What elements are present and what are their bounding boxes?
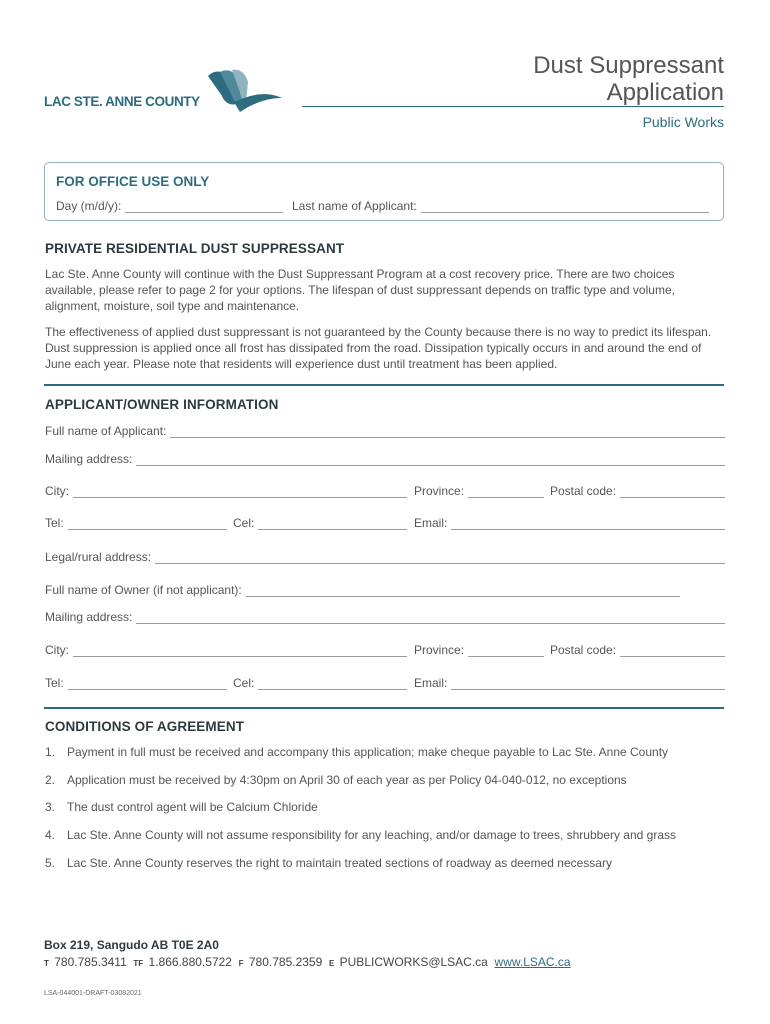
county-logo <box>44 64 284 116</box>
condition-text: Lac Ste. Anne County reserves the right to maintain treated sections of roadway as deemed necessary <box>67 856 612 870</box>
conditions-section-title: CONDITIONS OF AGREEMENT <box>45 719 245 734</box>
office-use-title: FOR OFFICE USE ONLY <box>56 174 210 189</box>
email-field[interactable] <box>414 514 725 530</box>
office-lastname-input[interactable] <box>421 202 709 213</box>
condition-text: Application must be received by 4:30pm on April 30 of each year as per Policy 04-040-012, no exceptions <box>67 773 627 787</box>
owner-cel-input[interactable] <box>258 680 407 690</box>
office-day-input[interactable] <box>125 202 283 213</box>
condition-number: 2. <box>45 773 56 787</box>
owner-province-field[interactable] <box>414 641 544 657</box>
cel-label: Cel: <box>233 516 255 530</box>
owner-tel-input[interactable] <box>68 680 227 690</box>
legal-address-field[interactable] <box>45 548 725 564</box>
private-section-title: PRIVATE RESIDENTIAL DUST SUPPRESSANT <box>45 241 345 256</box>
legal-address-input[interactable] <box>155 554 725 564</box>
condition-item <box>45 828 676 842</box>
title-line-1: Dust Suppressant <box>533 52 724 79</box>
province-field[interactable] <box>414 482 544 498</box>
applicant-section-title: APPLICANT/OWNER INFORMATION <box>45 397 279 412</box>
condition-text: Lac Ste. Anne County will not assume responsibility for any leaching, and/or damage to trees, shrubbery and grass <box>67 828 677 842</box>
private-paragraph-2: The effectiveness of applied dust suppressant is not guaranteed by the County because there is no way to predict its lifespan. Dust suppression is applied once all frost has dissipated from the road. Dissipation typically occurs in and around the end of June each year. Please note that residents will experience dust until treatment has been applied. <box>45 325 712 371</box>
footer-address: Box 219, Sangudo AB T0E 2A0 <box>44 938 219 952</box>
owner-postal-code-input[interactable] <box>620 647 725 657</box>
tollfree-number: 1.866.880.5722 <box>148 955 232 969</box>
owner-tel-field[interactable] <box>45 674 227 690</box>
footer-contact <box>44 955 571 969</box>
applicant-name-label: Full name of Applicant: <box>45 424 167 438</box>
email-label: Email: <box>414 516 448 530</box>
condition-text: Payment in full must be received and accompany this application; make cheque payable to Lac Ste. Anne County <box>67 745 669 759</box>
office-day-label: Day (m/d/y): <box>56 199 122 213</box>
logo-mark-icon <box>204 66 286 114</box>
city-field[interactable] <box>45 482 407 498</box>
condition-item <box>45 800 318 814</box>
footer-email: PUBLICWORKS@LSAC.ca <box>339 955 488 969</box>
owner-name-input[interactable] <box>246 587 680 597</box>
postal-code-label: Postal code: <box>550 484 617 498</box>
owner-mailing-address-field[interactable] <box>45 608 725 624</box>
document-code: LSA-044001-DRAFT-03082021 <box>44 990 142 997</box>
owner-province-input[interactable] <box>468 647 544 657</box>
condition-number: 4. <box>45 828 56 842</box>
cel-field[interactable] <box>233 514 407 530</box>
tel-label: Tel: <box>45 516 64 530</box>
owner-city-field[interactable] <box>45 641 407 657</box>
title-line-2: Application <box>606 79 724 106</box>
private-paragraph-1: Lac Ste. Anne County will continue with the Dust Suppressant Program at a cost recovery price. There are two choices available, please refer to page 2 for your options. The lifespan of dust suppressant depends on traffic type and volume, alignment, moisture, soil type and maintenance. <box>45 267 675 313</box>
email-label: E <box>328 959 335 968</box>
tel-input[interactable] <box>68 520 227 530</box>
office-lastname-field[interactable] <box>292 199 709 213</box>
postal-code-input[interactable] <box>620 488 725 498</box>
owner-mailing-address-input[interactable] <box>136 614 725 624</box>
mailing-address-input[interactable] <box>136 456 725 466</box>
section-divider <box>44 707 724 709</box>
province-input[interactable] <box>468 488 544 498</box>
owner-cel-label: Cel: <box>233 676 255 690</box>
owner-postal-code-field[interactable] <box>550 641 725 657</box>
postal-code-field[interactable] <box>550 482 725 498</box>
owner-email-input[interactable] <box>451 680 725 690</box>
office-lastname-label: Last name of Applicant: <box>292 199 417 213</box>
owner-email-label: Email: <box>414 676 448 690</box>
fax-number: 780.785.2359 <box>248 955 323 969</box>
province-label: Province: <box>414 484 465 498</box>
condition-number: 1. <box>45 745 56 759</box>
owner-name-label: Full name of Owner (if not applicant): <box>45 583 242 597</box>
legal-address-label: Legal/rural address: <box>45 550 152 564</box>
owner-province-label: Province: <box>414 643 465 657</box>
office-use-box <box>44 162 724 221</box>
condition-item <box>45 773 627 787</box>
office-day-field[interactable] <box>56 199 283 213</box>
owner-city-label: City: <box>45 643 69 657</box>
applicant-name-input[interactable] <box>170 428 725 438</box>
document-title <box>533 52 724 106</box>
website-link[interactable]: www.LSAC.ca <box>494 955 571 969</box>
city-input[interactable] <box>73 488 407 498</box>
email-input[interactable] <box>451 520 725 530</box>
owner-mailing-address-label: Mailing address: <box>45 610 133 624</box>
section-divider <box>44 384 724 386</box>
mailing-address-field[interactable] <box>45 450 725 466</box>
owner-name-field[interactable] <box>45 581 680 597</box>
phone-number: 780.785.3411 <box>54 955 127 969</box>
owner-cel-field[interactable] <box>233 674 407 690</box>
phone-label: T <box>44 959 49 968</box>
applicant-name-field[interactable] <box>45 422 725 438</box>
department-label: Public Works <box>642 114 724 130</box>
condition-number: 5. <box>45 856 56 870</box>
fax-label: F <box>238 959 244 968</box>
city-label: City: <box>45 484 69 498</box>
owner-email-field[interactable] <box>414 674 725 690</box>
owner-postal-code-label: Postal code: <box>550 643 617 657</box>
tel-field[interactable] <box>45 514 227 530</box>
condition-item <box>45 856 612 870</box>
condition-item <box>45 745 668 759</box>
header-rule <box>302 106 724 107</box>
mailing-address-label: Mailing address: <box>45 452 133 466</box>
logo-text: LAC STE. ANNE COUNTY <box>44 94 200 109</box>
cel-input[interactable] <box>258 520 407 530</box>
owner-tel-label: Tel: <box>45 676 64 690</box>
condition-number: 3. <box>45 800 56 814</box>
tollfree-label: TF <box>133 959 144 968</box>
condition-text: The dust control agent will be Calcium Chloride <box>67 800 318 814</box>
owner-city-input[interactable] <box>73 647 407 657</box>
